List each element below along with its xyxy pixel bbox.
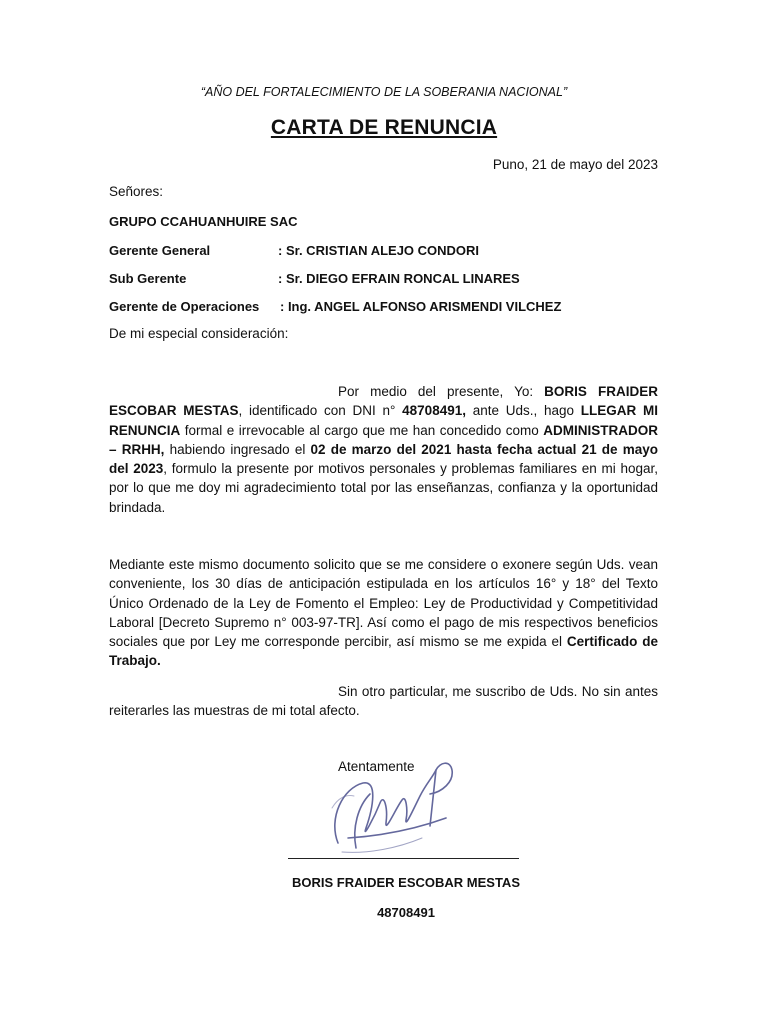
recipient-name-deputy-manager: : Sr. DIEGO EFRAIN RONCAL LINARES xyxy=(278,271,520,286)
letter-date: Puno, 21 de mayo del 2023 xyxy=(492,157,658,172)
signer-name: BORIS FRAIDER ESCOBAR MESTAS xyxy=(292,875,520,890)
para2-text: Mediante este mismo documento solicito que se me considere o exonere según Uds. vean conveniente, los 30 días de anticipación estipulada en los artículos 16° y 18° del Texto Único Ordenado de la Ley de Fomento el Empleo: Ley de Productividad y Competitividad Laboral [Decreto Supremo n° 003-97-TR]. Así como el pago de mis respectivos beneficios sociales que por Ley me corresponde percibir, así mismo se me expida el xyxy=(109,557,658,650)
signature-line xyxy=(288,858,519,859)
salutation: Señores: xyxy=(109,184,164,199)
recipient-role-operations-manager: Gerente de Operaciones xyxy=(109,299,260,314)
paragraph-farewell xyxy=(109,682,658,721)
recipient-role-general-manager: Gerente General xyxy=(109,243,211,258)
greeting: De mi especial consideración: xyxy=(109,326,289,341)
signer-dni: 48708491 xyxy=(377,905,435,920)
letter-title: CARTA DE RENUNCIA xyxy=(270,116,498,139)
para1-text-4: formal e irrevocable al cargo que me han concedido como xyxy=(180,422,544,438)
closing: Atentamente xyxy=(338,759,415,774)
recipient-role-deputy-manager: Sub Gerente xyxy=(109,271,187,286)
year-motto: “AÑO DEL FORTALECIMIENTO DE LA SOBERANIA NACIONAL” xyxy=(200,85,568,99)
para1-text-3: ante Uds., hago xyxy=(465,403,581,419)
recipient-name-general-manager: : Sr. CRISTIAN ALEJO CONDORI xyxy=(278,243,480,258)
para1-dates: 02 de marzo del 2021 hasta fecha actual 21 de mayo del 2023 xyxy=(109,441,658,477)
company-name: GRUPO CCAHUANHUIRE SAC xyxy=(109,214,298,229)
recipient-name-operations-manager: : Ing. ANGEL ALFONSO ARISMENDI VILCHEZ xyxy=(280,299,562,314)
para1-employee-name: BORIS FRAIDER ESCOBAR MESTAS xyxy=(109,384,658,419)
para1-resignation: LLEGAR MI RENUNCIA xyxy=(109,403,658,438)
para3-text: Sin otro particular, me suscribo de Uds. No sin antes reiterarles las muestras de mi total afecto. xyxy=(109,684,658,719)
para1-text-1: Por medio del presente, Yo: xyxy=(338,384,545,399)
para2-certificate: Certificado de Trabajo. xyxy=(109,634,658,669)
para1-text-2: , identificado con DNI n° xyxy=(238,403,403,419)
para1-dni: 48708491, xyxy=(402,403,466,419)
para1-text-5: habiendo ingresado el xyxy=(164,441,311,457)
paragraph-resignation xyxy=(109,382,658,517)
paragraph-notice-request xyxy=(109,555,658,671)
para1-text-6: , formulo la presente por motivos personales y problemas familiares en mi hogar, por lo que me doy mi agradecimiento total por las enseñanzas, confianza y la oportunidad brindada. xyxy=(109,461,658,515)
para1-position: ADMINISTRADOR – RRHH, xyxy=(109,422,658,457)
